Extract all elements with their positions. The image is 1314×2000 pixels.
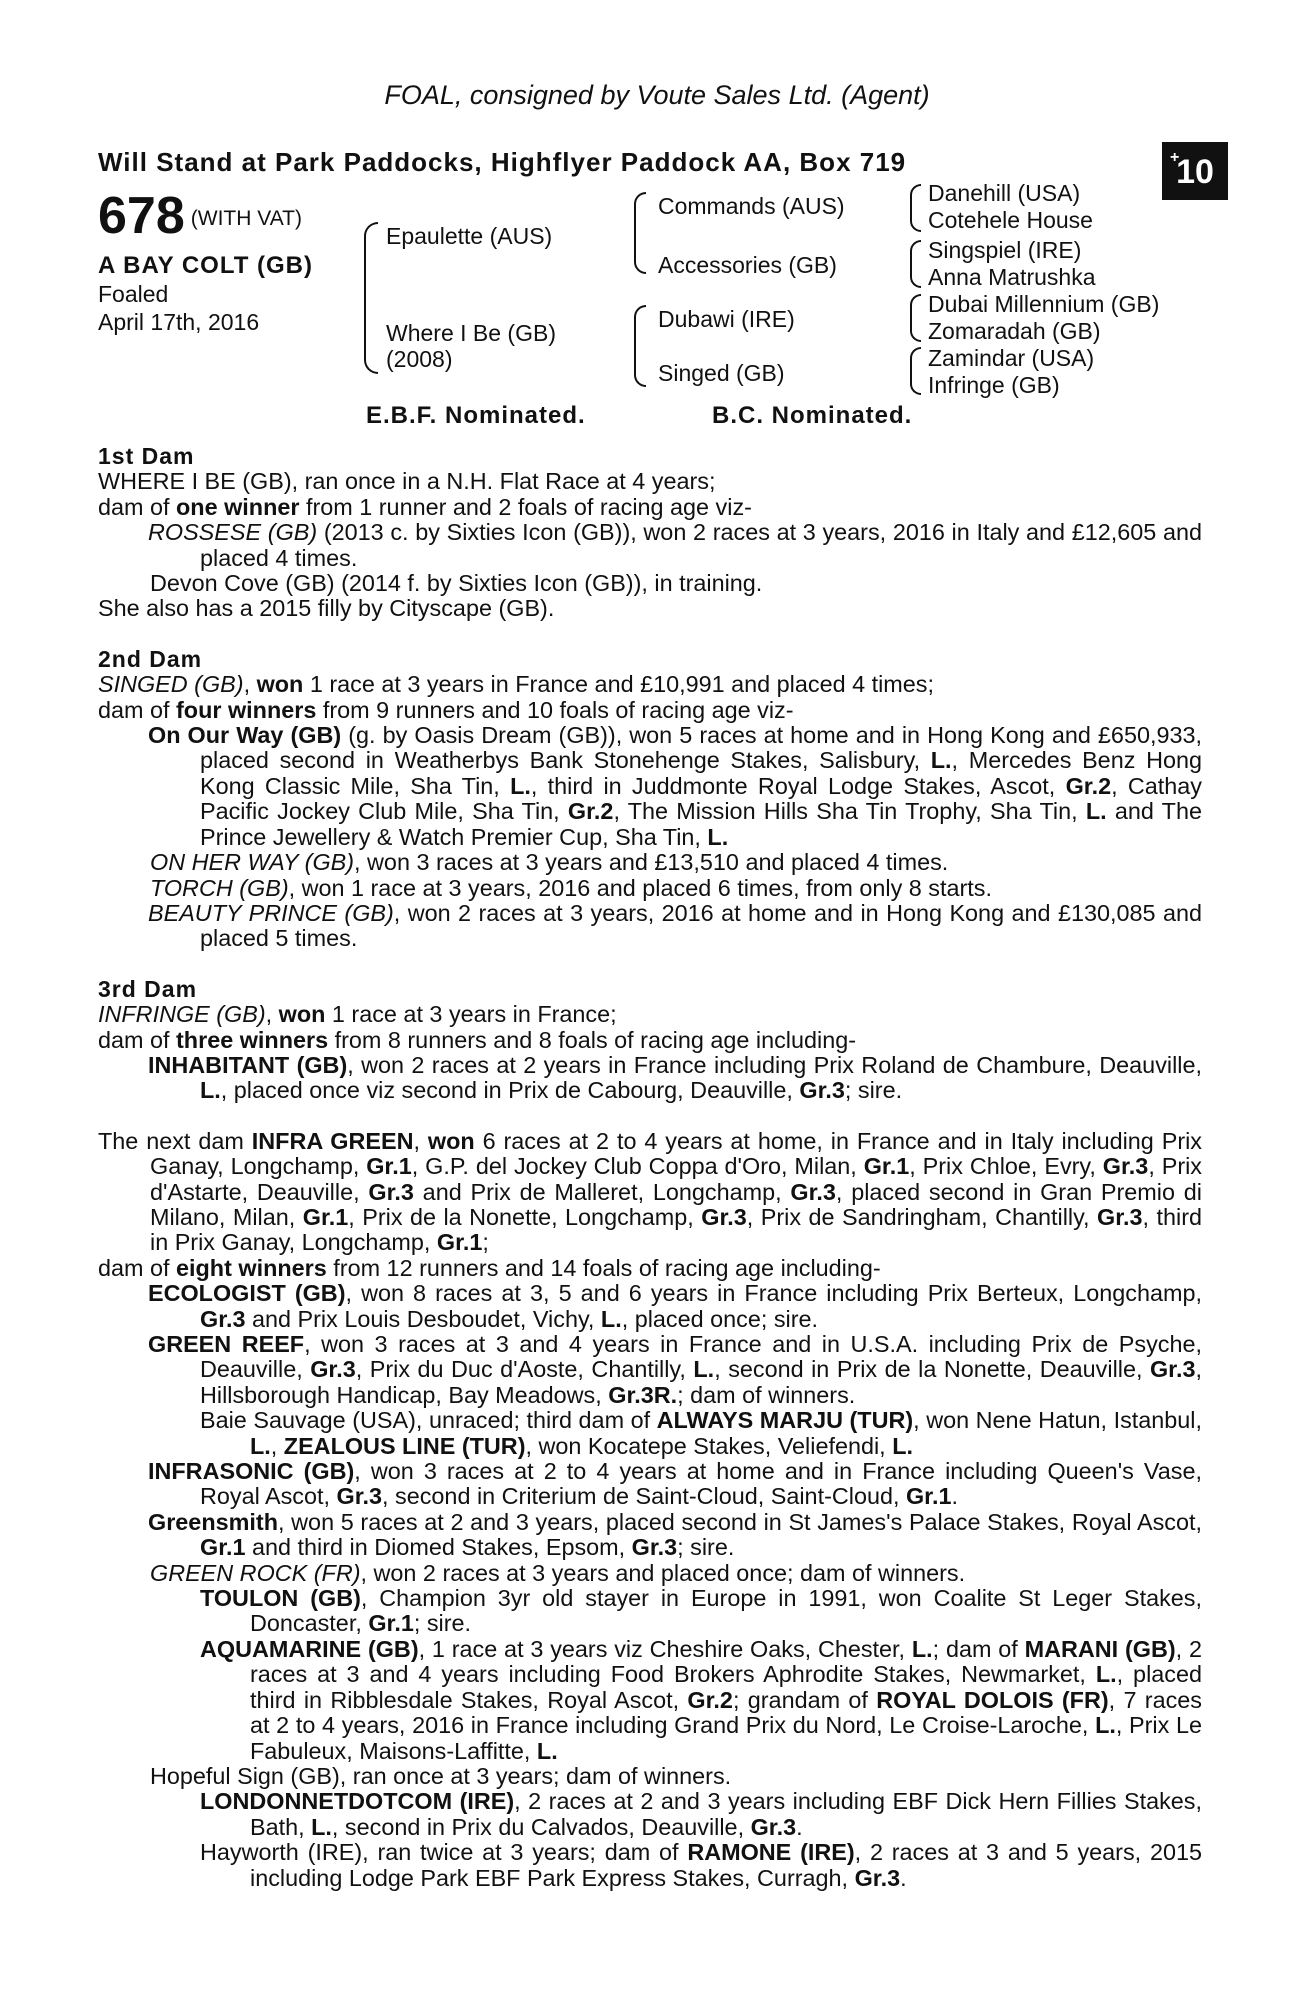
text: , won 2 races at 3 years, 2016 at home and in Hong Kong and £130,085 and placed 5 times.: [200, 899, 1202, 952]
horse-name: ROSSESE (GB): [148, 519, 318, 546]
grade: L.: [536, 1737, 558, 1764]
pedigree-dam: Where I Be (GB): [386, 320, 556, 346]
grade: Gr.1: [200, 1534, 246, 1561]
grade: Gr.1: [436, 1229, 483, 1256]
text: .: [900, 1864, 907, 1891]
horse-name: Greensmith: [148, 1508, 278, 1535]
grade: Gr.1: [366, 1153, 412, 1180]
pedigree-ddd: Infringe (GB): [928, 372, 1060, 398]
bc-nominated: B.C. Nominated.: [712, 402, 913, 429]
text: , Prix de la Nonette, Longchamp,: [348, 1203, 702, 1230]
progeny-rossese: [98, 520, 1202, 571]
horse-name: LONDONNETDOTCOM (IRE): [200, 1788, 515, 1815]
text: , Cathay Pacific Jockey Club Mile, Sha Tin,: [200, 772, 1202, 825]
pedigree-sire: Epaulette (AUS): [386, 223, 553, 249]
pedigree-brace-sire: [634, 192, 646, 274]
text: from 12 runners and 14 foals of racing age including-: [326, 1254, 881, 1281]
pedigree-ssd: Cotehele House: [928, 207, 1093, 233]
text: , third in Juddmonte Royal Lodge Stakes, Ascot,: [530, 772, 1066, 799]
third-dam-line2: [98, 1028, 1202, 1053]
text: ; dam of winners.: [677, 1381, 856, 1408]
text: from 8 runners and 8 foals of racing age including-: [328, 1026, 856, 1053]
grade: Gr.3: [750, 1813, 797, 1840]
text: (g. by Oasis Dream (GB)), won 5 races at home and in Hong Kong and £650,933, placed second in Weatherbys Bank Stonehenge Stakes, Salisbury,: [200, 722, 1202, 774]
text: , Prix d'Astarte, Deauville,: [150, 1153, 1203, 1205]
progeny-hopeful-sign: Hopeful Sign (GB), ran once at 3 years; dam of winners.: [150, 1762, 732, 1789]
grade: Gr.2: [1065, 772, 1112, 799]
grade: Gr.3: [200, 1305, 246, 1332]
progeny-londonnetdotcom: [98, 1789, 1202, 1840]
text: ; grandam of: [732, 1686, 877, 1713]
text: , Prix Chloe, Evry,: [909, 1153, 1103, 1180]
lot-number-value: 678: [98, 187, 185, 245]
pedigree-brace-dd: [910, 347, 921, 395]
spacer: [98, 622, 1202, 647]
text: , 7 races at 2 to 4 years, 2016 in France including Grand Prix du Nord, Le Croise-Laroche,: [250, 1686, 1202, 1739]
text: ; sire.: [677, 1534, 735, 1561]
winners-count: four winners: [176, 696, 317, 723]
grade: Gr.3: [1149, 1356, 1196, 1383]
winners-count: three winners: [176, 1026, 329, 1053]
next-dam-produce: [98, 1256, 1202, 1281]
text: ; sire.: [844, 1077, 903, 1104]
horse-description: A BAY COLT (GB): [98, 252, 314, 279]
grade: Gr.3: [1102, 1153, 1149, 1180]
text: , second in Prix de la Nonette, Deauville,: [714, 1356, 1150, 1383]
spacer: [98, 952, 1202, 977]
consignor-header: FOAL, consigned by Voute Sales Ltd. (Agent): [384, 80, 930, 110]
grade: Gr.3: [854, 1864, 901, 1891]
text: , won Kocatepe Stakes, Veliefendi,: [525, 1432, 893, 1459]
second-dam-line2: [98, 698, 1202, 723]
text: , G.P. del Jockey Club Coppa d'Oro, Milan,: [411, 1153, 864, 1180]
horse-name: TORCH (GB): [150, 874, 289, 901]
text: , won 3 races at 3 years and £13,510 and placed 4 times.: [354, 849, 949, 876]
text: (2013 c. by Sixties Icon (GB)), won 2 races at 3 years, 2016 in Italy and £12,605 and placed 4 times.: [200, 519, 1202, 571]
foaled-info: [98, 280, 259, 336]
text: , won 3 races at 3 and 4 years in France and in U.S.A. including Prix de Psyche, Deauville,: [200, 1331, 1203, 1383]
progeny-on-her-way: [98, 850, 1202, 875]
grade: L.: [510, 772, 531, 799]
grade: Gr.3R.: [608, 1381, 678, 1408]
progeny-devon-cove: Devon Cove (GB) (2014 f. by Sixties Icon (GB)), in training.: [150, 570, 763, 597]
progeny-infrasonic: [98, 1459, 1202, 1510]
winners-count: eight winners: [176, 1254, 327, 1281]
next-dam-record: [98, 1129, 1202, 1256]
pedigree-dam-dam: Singed (GB): [658, 360, 785, 386]
text: , Prix de Sandringham, Chantilly,: [746, 1203, 1098, 1230]
pedigree-brace-ss: [910, 184, 921, 232]
grade: L.: [892, 1432, 913, 1459]
text: , second in Prix du Calvados, Deauville,: [331, 1813, 751, 1840]
spacer: [98, 1104, 1202, 1129]
text: , placed second in Gran Premio di Milano, Milan,: [150, 1178, 1202, 1230]
text: dam of: [98, 1254, 177, 1281]
first-dam-line1: WHERE I BE (GB), ran once in a N.H. Flat Race at 4 years;: [98, 468, 716, 495]
pedigree-dss: Dubai Millennium (GB): [928, 291, 1160, 317]
pedigree-sire-dam: Accessories (GB): [658, 252, 837, 278]
grade: Gr.1: [863, 1153, 910, 1180]
text: Baie Sauvage (USA), unraced; third dam of: [200, 1407, 657, 1434]
text: , placed third in Ribblesdale Stakes, Royal Ascot,: [250, 1661, 1202, 1713]
text: , Prix Le Fabuleux, Maisons-Laffitte,: [250, 1712, 1202, 1764]
third-dam-title: 3rd Dam: [98, 975, 198, 1002]
progeny-toulon: [98, 1586, 1202, 1637]
horse-name: INHABITANT (GB): [148, 1051, 348, 1078]
pedigree-brace-ds: [910, 294, 921, 342]
grade: Gr.3: [790, 1178, 836, 1205]
grade: L.: [707, 823, 729, 850]
horse-name: ROYAL DOLOIS (FR): [876, 1686, 1109, 1713]
first-dam-line2: [98, 495, 1202, 520]
grade: L.: [250, 1432, 271, 1459]
text: , 2 races at 3 and 5 years, 2015 including Lodge Park EBF Park Express Stakes, Curragh,: [250, 1839, 1202, 1891]
pedigree-dsd: Zomaradah (GB): [928, 318, 1101, 344]
grade: Gr.3: [336, 1483, 383, 1510]
badge-text: 10: [1176, 153, 1214, 191]
grade: Gr.3: [310, 1356, 356, 1383]
text: won: [278, 1001, 326, 1028]
grade: Gr.3: [631, 1534, 678, 1561]
text: Hayworth (IRE), ran twice at 3 years; dam of: [200, 1839, 688, 1866]
text: 1 race at 3 years in France;: [325, 1001, 617, 1028]
text: ;: [482, 1229, 489, 1256]
grade: Gr.1: [368, 1610, 414, 1637]
vat-note: (WITH VAT): [190, 207, 302, 231]
text: , second in Criterium de Saint-Cloud, Saint-Cloud,: [382, 1483, 906, 1510]
text: , Champion 3yr old stayer in Europe in 1991, won Coalite St Leger Stakes, Doncaster,: [250, 1585, 1202, 1637]
text: and third in Diomed Stakes, Epsom,: [245, 1534, 632, 1561]
badge-plus: +: [1170, 149, 1180, 166]
horse-name: INFRASONIC (GB): [148, 1458, 355, 1485]
grade: L.: [600, 1305, 622, 1332]
horse-name: ECOLOGIST (GB): [148, 1280, 346, 1307]
progeny-greensmith: [98, 1510, 1202, 1561]
progeny-aquamarine: [98, 1637, 1202, 1764]
progeny-torch: [98, 876, 1202, 901]
first-dam-title: 1st Dam: [98, 443, 195, 469]
horse-name: GREEN ROCK (FR): [150, 1559, 361, 1586]
text: , won 3 races at 2 to 4 years at home and in France including Queen's Vase, Royal Ascot,: [200, 1458, 1202, 1510]
grade: L.: [930, 747, 952, 774]
text: , placed once; sire.: [621, 1305, 819, 1332]
text: , The Mission Hills Sha Tin Trophy, Sha Tin,: [613, 798, 1086, 825]
text: 1 race at 3 years in France and £10,991 and placed 4 times;: [303, 671, 934, 698]
text: , 2 races at 2 and 3 years including EBF Dick Hern Fillies Stakes, Bath,: [250, 1788, 1202, 1840]
grade: L.: [311, 1813, 332, 1840]
progeny-green-reef: [98, 1332, 1202, 1408]
text: , third in Prix Ganay, Longchamp,: [150, 1203, 1203, 1256]
grade: Gr.1: [302, 1203, 349, 1230]
progeny-inhabitant: [98, 1053, 1202, 1104]
horse-name: TOULON (GB): [200, 1585, 361, 1612]
grade: Gr.2: [687, 1686, 733, 1713]
text: won: [427, 1127, 475, 1154]
text: ,: [413, 1127, 428, 1154]
text: dam of: [98, 1026, 177, 1053]
text: , Prix du Duc d'Aoste, Chantilly,: [355, 1356, 694, 1383]
progeny-on-our-way: [98, 723, 1202, 850]
text: , won 8 races at 3, 5 and 6 years in France including Prix Berteux, Longchamp,: [345, 1280, 1202, 1307]
stand-location: Will Stand at Park Paddocks, Highflyer Paddock AA, Box 719: [98, 147, 907, 177]
grade: Gr.2: [567, 798, 614, 825]
progeny-hayworth: [98, 1840, 1202, 1891]
winners-count: one winner: [176, 493, 300, 520]
second-dam-title: 2nd Dam: [98, 645, 203, 672]
text: from 1 runner and 2 foals of racing age viz-: [299, 493, 752, 520]
grade: Gr.3: [701, 1203, 747, 1230]
horse-name: AQUAMARINE (GB): [200, 1635, 419, 1662]
text: , 1 race at 3 years viz Cheshire Oaks, Chester,: [418, 1635, 912, 1662]
text: ,: [265, 1001, 279, 1028]
text: .: [796, 1813, 803, 1840]
grade: Gr.1: [905, 1483, 952, 1510]
progeny-beauty-prince: [98, 901, 1202, 952]
horse-name: SINGED (GB): [98, 671, 244, 698]
grade: Gr.3: [799, 1077, 845, 1104]
horse-name: INFRINGE (GB): [98, 1001, 266, 1028]
pedigree-sds: Singspiel (IRE): [928, 237, 1082, 263]
text: , won 1 race at 3 years, 2016 and placed 6 times, from only 8 starts.: [288, 874, 992, 901]
pedigree-brace-main: [364, 222, 378, 374]
pedigree-brace-sd: [910, 240, 921, 288]
second-dam-line1: [98, 672, 1202, 697]
text: , Mercedes Benz Hong Kong Classic Mile, Sha Tin,: [200, 747, 1202, 799]
lot-badge: [1162, 142, 1228, 200]
horse-name: RAMONE (IRE): [687, 1839, 855, 1866]
horse-name: BEAUTY PRINCE (GB): [148, 899, 394, 926]
text: and The Prince Jewellery & Watch Premier Cup, Sha Tin,: [200, 798, 1202, 850]
pedigree-brace-dam: [634, 305, 646, 387]
pedigree-dds: Zamindar (USA): [928, 345, 1095, 371]
text: , placed once viz second in Prix de Cabourg, Deauville,: [220, 1077, 800, 1104]
grade: L.: [1095, 1661, 1117, 1688]
grade: Gr.3: [368, 1178, 414, 1205]
horse-name: ZEALOUS LINE (TUR): [283, 1432, 526, 1459]
progeny-baie-sauvage: [98, 1408, 1202, 1459]
text: , won Nene Hatun, Istanbul,: [913, 1407, 1202, 1434]
text: The next dam: [98, 1127, 252, 1154]
pedigree-sdd: Anna Matrushka: [928, 264, 1096, 290]
pedigree-sire-sire: Commands (AUS): [658, 193, 845, 219]
progeny-ecologist: [98, 1281, 1202, 1332]
text: won: [256, 671, 304, 698]
grade: L.: [200, 1077, 221, 1104]
text: , 2 races at 3 and 4 years including Food Brokers Aphrodite Stakes, Newmarket,: [250, 1635, 1202, 1688]
text: ,: [270, 1432, 284, 1459]
grade: L.: [1095, 1712, 1116, 1739]
text: 6 races at 2 to 4 years at home, in France and in Italy including Prix Ganay, Longchamp,: [150, 1127, 1203, 1180]
grade: Gr.3: [1097, 1203, 1143, 1230]
grade: L.: [911, 1635, 933, 1662]
text: , Hillsborough Handicap, Bay Meadows,: [200, 1356, 1202, 1408]
text: dam of: [98, 696, 177, 723]
foaled-date: April 17th, 2016: [98, 309, 260, 335]
catalogue-body: [98, 444, 1202, 1891]
text: ; sire.: [413, 1610, 472, 1637]
ebf-nominated: E.B.F. Nominated.: [366, 402, 586, 429]
horse-name: INFRA GREEN: [251, 1127, 414, 1154]
horse-name: MARANI (GB): [1024, 1635, 1176, 1662]
text: and Prix Louis Desboudet, Vichy,: [245, 1305, 601, 1332]
grade: L.: [693, 1356, 715, 1383]
pedigree-dam-year: (2008): [386, 346, 453, 372]
text: ,: [243, 671, 257, 698]
text: , won 2 races at 3 years and placed once; dam of winners.: [360, 1559, 966, 1586]
text: and Prix de Malleret, Longchamp,: [413, 1178, 791, 1205]
text: , won 5 races at 2 and 3 years, placed second in St James's Palace Stakes, Royal Ascot,: [278, 1508, 1202, 1535]
pedigree-dam-sire: Dubawi (IRE): [658, 306, 795, 332]
foaled-label: Foaled: [98, 281, 169, 307]
text: from 9 runners and 10 foals of racing age viz-: [316, 696, 794, 723]
horse-name: GREEN REEF: [148, 1331, 305, 1357]
lot-number: [98, 186, 302, 246]
third-dam-line1: [98, 1002, 1202, 1027]
progeny-green-rock: [98, 1561, 1202, 1586]
pedigree-sss: Danehill (USA): [928, 180, 1081, 206]
text: ; dam of: [932, 1635, 1025, 1662]
horse-name: On Our Way (GB): [148, 722, 342, 749]
text: , won 2 races at 2 years in France including Prix Roland de Chambure, Deauville,: [347, 1051, 1202, 1078]
horse-name: ALWAYS MARJU (TUR): [656, 1407, 914, 1434]
text: .: [951, 1483, 958, 1510]
text: dam of: [98, 493, 177, 520]
first-dam-line3: She also has a 2015 filly by Cityscape (GB).: [98, 595, 555, 622]
horse-name: ON HER WAY (GB): [150, 849, 355, 876]
grade: L.: [1085, 798, 1107, 825]
